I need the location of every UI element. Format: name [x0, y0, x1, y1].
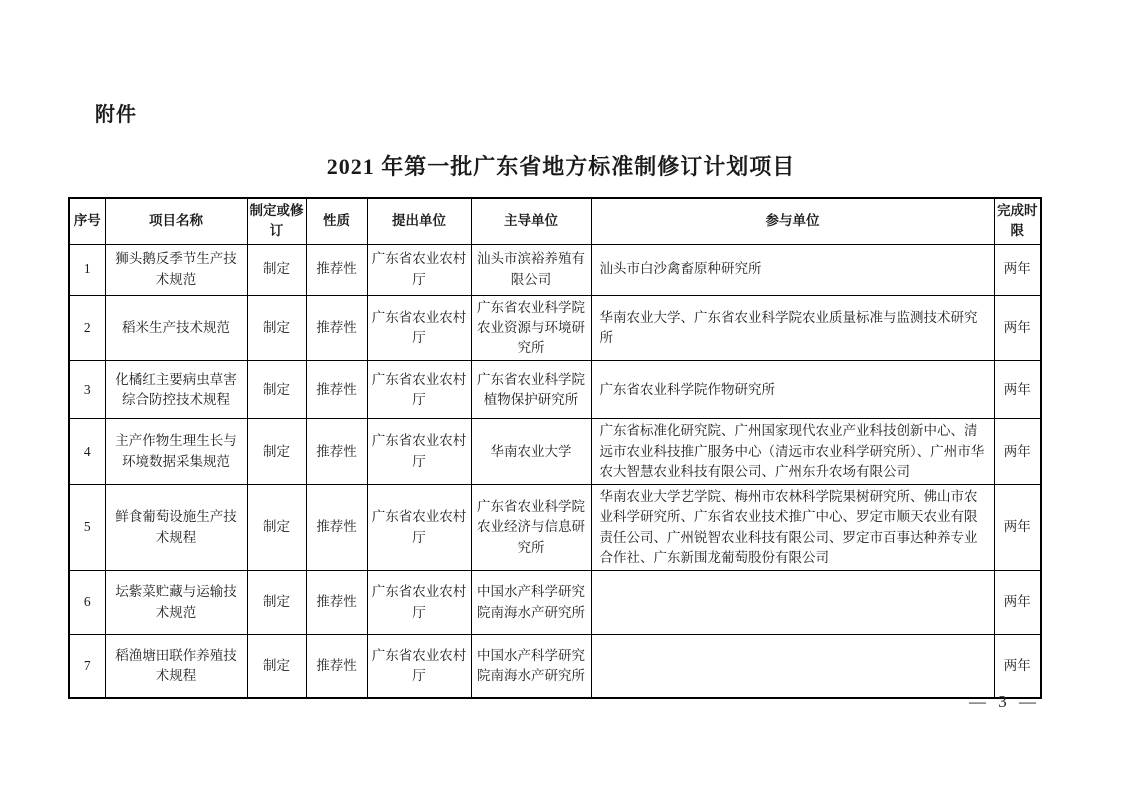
cell-participants: 广东省农业科学院作物研究所: [591, 361, 994, 419]
cell-type: 制定: [247, 635, 306, 698]
column-header-nature: 性质: [306, 198, 367, 244]
cell-leader: 广东省农业科学院植物保护研究所: [471, 361, 591, 419]
cell-proposer: 广东省农业农村厅: [367, 295, 471, 361]
cell-deadline: 两年: [994, 635, 1041, 698]
table-row: [69, 485, 1041, 571]
cell-nature: 推荐性: [306, 571, 367, 635]
cell-participants: 华南农业大学艺学院、梅州市农林科学院果树研究所、佛山市农业科学研究所、广东省农业技术推广中心、罗定市顺天农业有限责任公司、广州锐智农业科技有限公司、罗定市百事达种养专业合作社、广东新围龙葡萄股份有限公司: [591, 485, 994, 571]
cell-proposer: 广东省农业农村厅: [367, 635, 471, 698]
cell-deadline: 两年: [994, 485, 1041, 571]
cell-nature: 推荐性: [306, 485, 367, 571]
cell-participants: 汕头市白沙禽畜原种研究所: [591, 244, 994, 295]
cell-no: 3: [69, 361, 105, 419]
cell-deadline: 两年: [994, 571, 1041, 635]
table-row: [69, 361, 1041, 419]
cell-name: 鲜食葡萄设施生产技术规程: [105, 485, 247, 571]
cell-no: 4: [69, 419, 105, 485]
projects-table: [68, 197, 1042, 699]
cell-deadline: 两年: [994, 295, 1041, 361]
cell-no: 2: [69, 295, 105, 361]
table-body: [69, 244, 1041, 698]
cell-name: 主产作物生理生长与环境数据采集规范: [105, 419, 247, 485]
cell-type: 制定: [247, 361, 306, 419]
cell-nature: 推荐性: [306, 419, 367, 485]
page-number: — 3 —: [969, 692, 1040, 711]
column-header-type: 制定或修订: [247, 198, 306, 244]
cell-name: 狮头鹅反季节生产技术规范: [105, 244, 247, 295]
column-header-no: 序号: [69, 198, 105, 244]
column-header-proposer: 提出单位: [367, 198, 471, 244]
cell-type: 制定: [247, 485, 306, 571]
cell-leader: 中国水产科学研究院南海水产研究所: [471, 571, 591, 635]
cell-leader: 广东省农业科学院农业经济与信息研究所: [471, 485, 591, 571]
cell-leader: 中国水产科学研究院南海水产研究所: [471, 635, 591, 698]
cell-leader: 广东省农业科学院农业资源与环境研究所: [471, 295, 591, 361]
cell-leader: 汕头市滨裕养殖有限公司: [471, 244, 591, 295]
cell-deadline: 两年: [994, 244, 1041, 295]
cell-nature: 推荐性: [306, 244, 367, 295]
cell-participants: 华南农业大学、广东省农业科学院农业质量标准与监测技术研究所: [591, 295, 994, 361]
attachment-label: 附件: [95, 104, 137, 126]
cell-type: 制定: [247, 244, 306, 295]
cell-proposer: 广东省农业农村厅: [367, 244, 471, 295]
cell-proposer: 广东省农业农村厅: [367, 571, 471, 635]
cell-no: 5: [69, 485, 105, 571]
column-header-name: 项目名称: [105, 198, 247, 244]
cell-deadline: 两年: [994, 361, 1041, 419]
cell-nature: 推荐性: [306, 635, 367, 698]
cell-participants: [591, 571, 994, 635]
cell-no: 7: [69, 635, 105, 698]
table-row: [69, 571, 1041, 635]
cell-proposer: 广东省农业农村厅: [367, 361, 471, 419]
cell-type: 制定: [247, 295, 306, 361]
cell-leader: 华南农业大学: [471, 419, 591, 485]
cell-nature: 推荐性: [306, 361, 367, 419]
cell-name: 稻渔塘田联作养殖技术规程: [105, 635, 247, 698]
cell-nature: 推荐性: [306, 295, 367, 361]
cell-proposer: 广东省农业农村厅: [367, 485, 471, 571]
column-header-participants: 参与单位: [591, 198, 994, 244]
table-row: [69, 295, 1041, 361]
table-row: [69, 635, 1041, 698]
cell-participants: [591, 635, 994, 698]
cell-type: 制定: [247, 571, 306, 635]
cell-proposer: 广东省农业农村厅: [367, 419, 471, 485]
page-title: 2021 年第一批广东省地方标准制修订计划项目: [326, 154, 796, 179]
cell-name: 坛紫菜贮藏与运输技术规范: [105, 571, 247, 635]
column-header-leader: 主导单位: [471, 198, 591, 244]
table-row: [69, 244, 1041, 295]
table-row: [69, 419, 1041, 485]
table-header-row: [69, 198, 1041, 244]
cell-no: 6: [69, 571, 105, 635]
column-header-deadline: 完成时限: [994, 198, 1041, 244]
cell-type: 制定: [247, 419, 306, 485]
cell-deadline: 两年: [994, 419, 1041, 485]
cell-no: 1: [69, 244, 105, 295]
cell-name: 稻米生产技术规范: [105, 295, 247, 361]
cell-name: 化橘红主要病虫草害综合防控技术规程: [105, 361, 247, 419]
cell-participants: 广东省标准化研究院、广州国家现代农业产业科技创新中心、清远市农业科技推广服务中心（清远市农业科学研究所）、广州市华农大智慧农业科技有限公司、广州东升农场有限公司: [591, 419, 994, 485]
